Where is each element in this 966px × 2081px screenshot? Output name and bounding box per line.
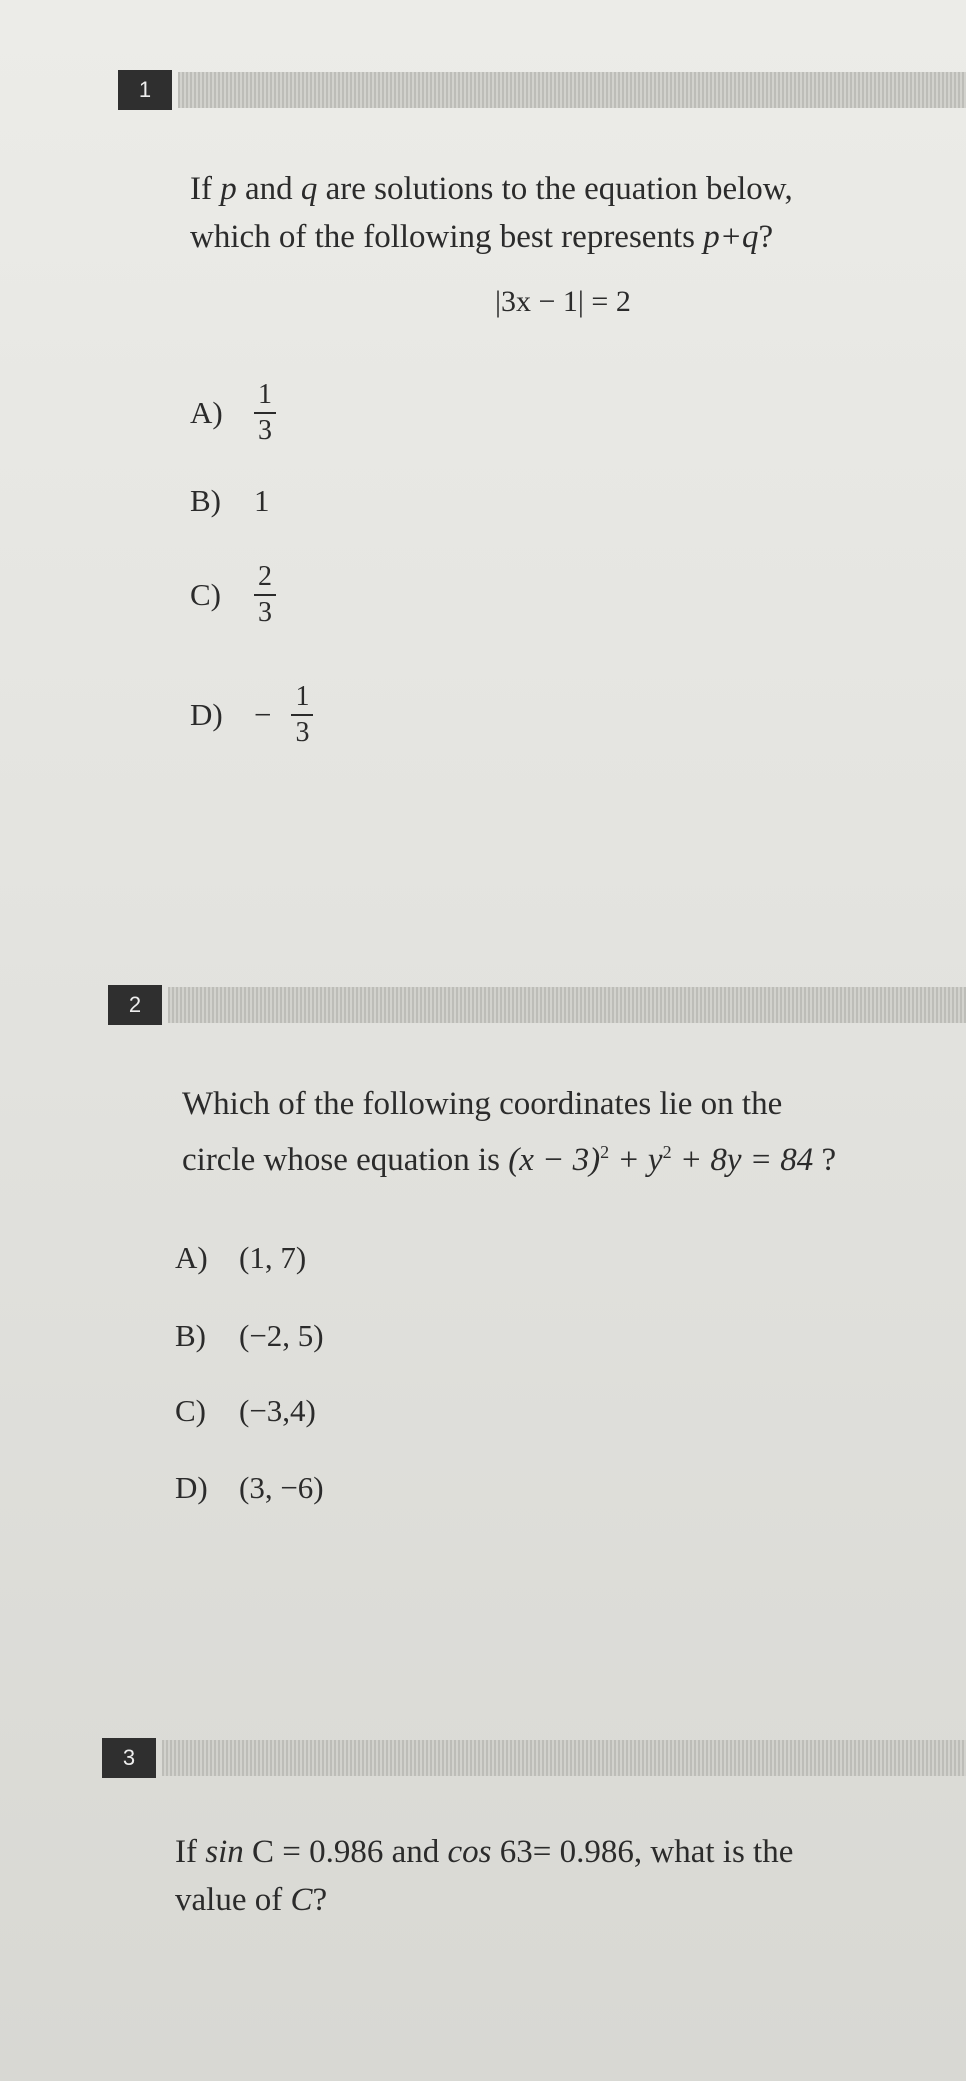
q1-header-bar: [178, 72, 966, 108]
q1-choice-c[interactable]: [190, 560, 276, 630]
choice-value: (3, −6): [239, 1470, 324, 1505]
q1-header: [118, 70, 966, 110]
q3-line-2: value of C?: [175, 1882, 328, 1918]
q2-choice-d[interactable]: [175, 1470, 324, 1506]
choice-letter: B): [190, 483, 221, 518]
q3-header-bar: [162, 1740, 966, 1776]
choice-letter: C): [190, 577, 221, 612]
q1-question-text: [190, 165, 793, 261]
fraction: $\frac{1}{3}$: [254, 378, 276, 448]
choice-letter: A): [190, 395, 223, 430]
negative-sign: −: [254, 697, 272, 732]
q2-header-bar: [168, 987, 966, 1023]
q3-header: [102, 1738, 966, 1778]
q3-line-1: If sin C = 0.986 and cos 63= 0.986, what is the: [175, 1834, 794, 1870]
q2-line-2: circle whose equation is $(x - 3)^2 + y^2 + 8y = 84$ ?: [182, 1142, 837, 1178]
q2-choice-b[interactable]: [175, 1318, 324, 1354]
cos-function: cos: [447, 1834, 492, 1870]
var-c: C: [290, 1882, 313, 1918]
q1-number-badge: 1: [118, 70, 172, 110]
q1-equation: |3x − 1| = 2: [495, 285, 631, 318]
fraction: $\frac{1}{3}$: [291, 680, 313, 750]
var-q: q: [300, 171, 318, 207]
q2-choice-c[interactable]: [175, 1393, 316, 1429]
choice-value: (−3,4): [239, 1393, 316, 1428]
q1-line-2: which of the following best represents p+q?: [190, 219, 774, 255]
q2-number-badge: 2: [108, 985, 162, 1025]
q2-header: [108, 985, 966, 1025]
fraction: $\frac{2}{3}$: [254, 560, 276, 630]
q1-choice-b[interactable]: [190, 483, 270, 519]
choice-value: (1, 7): [239, 1240, 307, 1275]
q1-choice-a[interactable]: [190, 378, 276, 448]
choice-letter: A): [175, 1240, 208, 1275]
choice-value: 1: [254, 483, 270, 518]
q1-line-1: If p and q are solutions to the equation below,: [190, 171, 793, 207]
var-p: p: [220, 171, 237, 207]
choice-value: (−2, 5): [239, 1318, 324, 1353]
q3-question-text: [175, 1828, 793, 1924]
q3-number-badge: 3: [102, 1738, 156, 1778]
choice-letter: D): [175, 1470, 208, 1505]
choice-letter: B): [175, 1318, 206, 1353]
q2-choice-a[interactable]: [175, 1240, 306, 1276]
choice-letter: C): [175, 1393, 206, 1428]
circle-equation: $(x - 3)^2 + y^2 + 8y = 84$: [508, 1142, 814, 1178]
sum-p-q: p+q: [703, 219, 759, 255]
sin-function: sin: [205, 1834, 244, 1870]
choice-letter: D): [190, 697, 223, 732]
q2-question-text: [182, 1080, 836, 1184]
q2-line-1: Which of the following coordinates lie on the: [182, 1086, 783, 1122]
q1-choice-d[interactable]: [190, 680, 313, 750]
